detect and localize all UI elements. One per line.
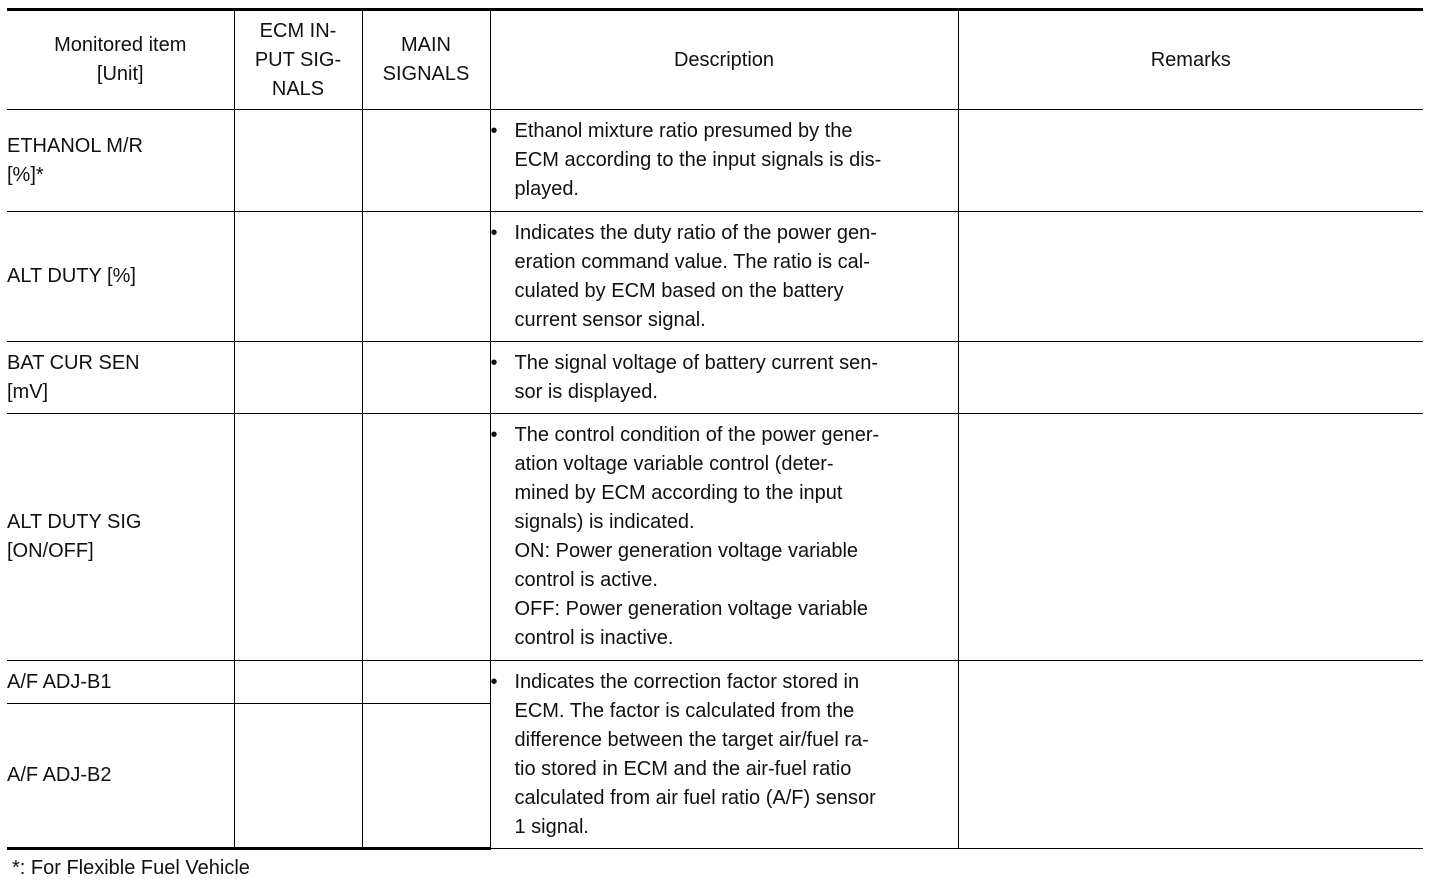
- remarks-cell: [958, 212, 1423, 342]
- main-signals-cell: [362, 212, 490, 342]
- main-signals-cell: [362, 342, 490, 414]
- ecm-input-cell: [234, 661, 362, 704]
- header-ecm-input-signals: ECM IN- PUT SIG- NALS: [234, 10, 362, 110]
- table-row: [7, 414, 1423, 661]
- bullet-icon: •: [490, 221, 498, 244]
- item-cell: ALT DUTY [%]: [7, 212, 234, 342]
- description-text: Indicates the correction factor stored in ECM. The factor is calculated from the difference between the target air/fuel ra- tio stored in ECM and the air-fuel ratio calculated from air fuel ratio (A/F) sensor 1 signal.: [514, 670, 876, 838]
- ecm-input-cell: [234, 212, 362, 342]
- bullet-icon: •: [490, 670, 498, 693]
- description-cell: [490, 110, 958, 212]
- ecm-input-cell: [234, 704, 362, 849]
- remarks-cell: [958, 661, 1423, 849]
- monitor-table: [7, 8, 1423, 850]
- remarks-cell: [958, 110, 1423, 212]
- ecm-input-cell: [234, 414, 362, 661]
- description-text: Ethanol mixture ratio presumed by the ECM according to the input signals is dis- played.: [514, 120, 882, 200]
- description-cell: [490, 342, 958, 414]
- description-text: The signal voltage of battery current sen- sor is displayed.: [514, 351, 879, 403]
- description-cell: [490, 212, 958, 342]
- main-signals-cell: [362, 704, 490, 849]
- footnote: *: For Flexible Fuel Vehicle: [12, 857, 250, 879]
- table-row: [7, 212, 1423, 342]
- header-description: Description: [490, 10, 958, 110]
- item-cell: BAT CUR SEN [mV]: [7, 342, 234, 414]
- ecm-input-cell: [234, 110, 362, 212]
- table-row: [7, 110, 1423, 212]
- main-signals-cell: [362, 110, 490, 212]
- description-cell: [490, 661, 958, 849]
- item-cell: A/F ADJ-B2: [7, 704, 234, 849]
- item-cell: ETHANOL M/R [%]*: [7, 110, 234, 212]
- table-row: [7, 342, 1423, 414]
- bullet-icon: •: [490, 424, 498, 446]
- main-signals-cell: [362, 414, 490, 661]
- bullet-icon: •: [490, 351, 498, 374]
- item-cell: A/F ADJ-B1: [7, 661, 234, 704]
- table-row: [7, 661, 1423, 704]
- description-cell: [490, 414, 958, 661]
- bullet-icon: •: [490, 120, 498, 142]
- header-row: [7, 10, 1423, 110]
- header-remarks: Remarks: [958, 10, 1423, 110]
- remarks-cell: [958, 342, 1423, 414]
- main-signals-cell: [362, 661, 490, 704]
- ecm-input-cell: [234, 342, 362, 414]
- description-text: The control condition of the power gener- ation voltage variable control (deter- mined by ECM according to the input signals) is indicated. ON: Power generation voltage variable control is active. OFF: Power generation voltage variable control is inactive.: [514, 424, 880, 649]
- header-monitored-item: Monitored item [Unit]: [7, 10, 234, 110]
- remarks-cell: [958, 414, 1423, 661]
- header-main-signals: MAIN SIGNALS: [362, 10, 490, 110]
- description-text: Indicates the duty ratio of the power gen- eration command value. The ratio is cal- culated by ECM based on the battery current sensor signal.: [514, 221, 877, 331]
- item-cell: ALT DUTY SIG [ON/OFF]: [7, 414, 234, 661]
